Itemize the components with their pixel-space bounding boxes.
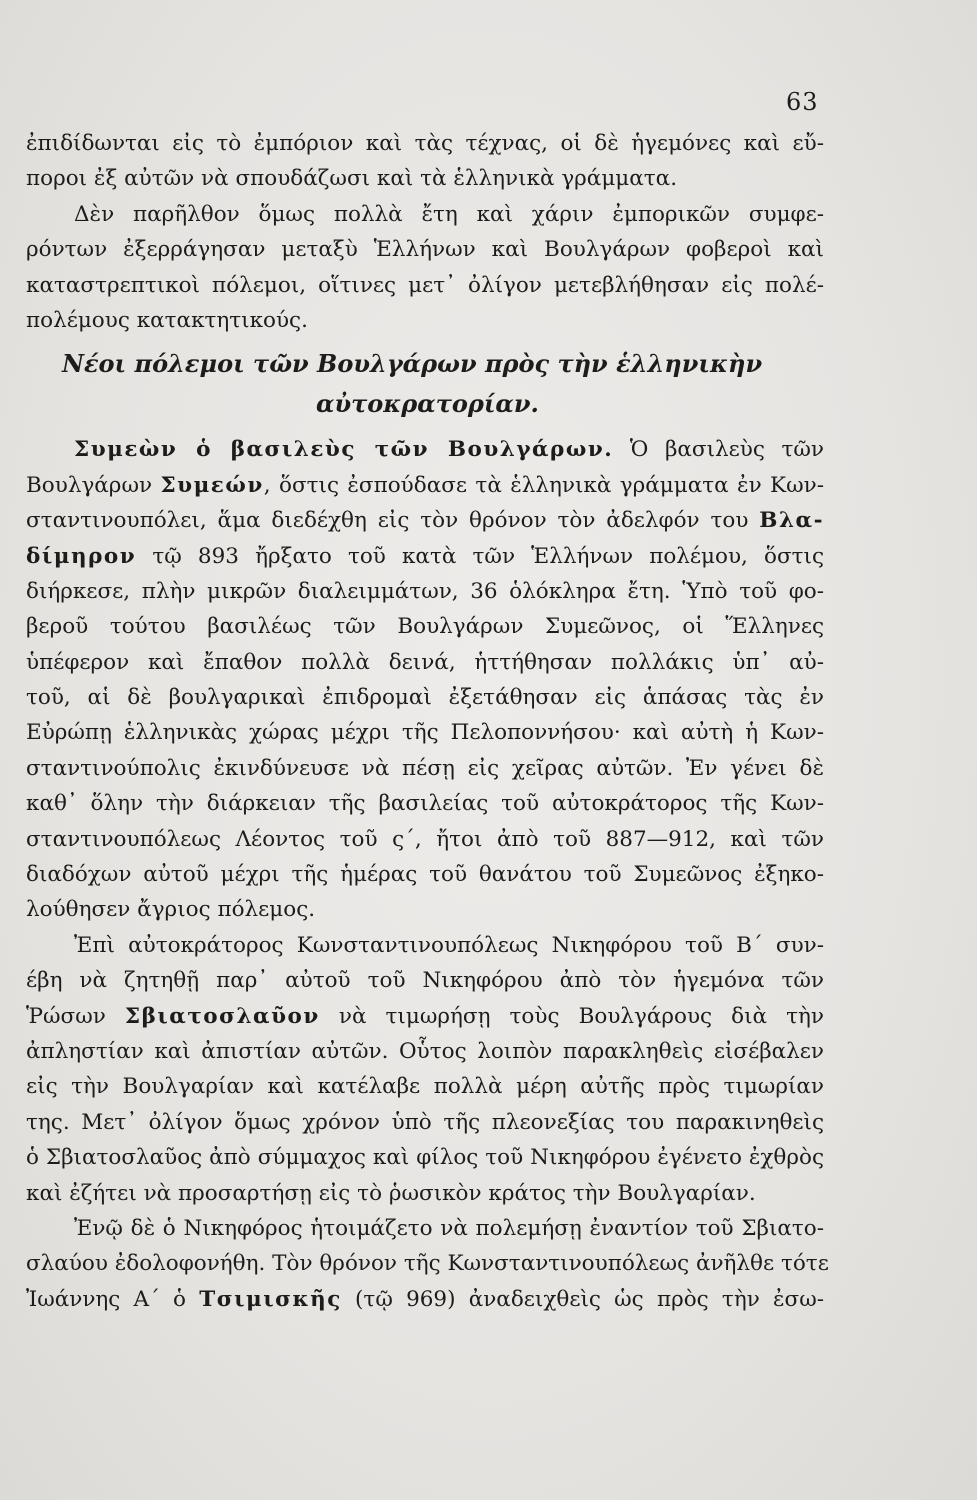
text-line	[26, 751, 824, 786]
text-span: βεροῦ τούτου βασιλέως τῶν Βουλγάρων Συμεῶνος, οἱ Ἕλληνες	[26, 614, 824, 640]
section-heading-continued: αὐτοκρατορίαν.	[316, 389, 539, 419]
text-span: σταντινουπόλεως Λέοντος τοῦ ς΄, ἤτοι ἀπὸ τοῦ 887—912, καὶ τῶν	[26, 826, 824, 852]
text-line	[26, 822, 824, 857]
text-span: ἀπληστίαν καὶ ἀπιστίαν αὐτῶν. Οὗτος λοιπὸν παρακληθεὶς εἰσέβαλεν	[26, 1038, 824, 1064]
text-span: ποροι ἐξ αὐτῶν νὰ σπουδάζωσι καὶ τὰ ἑλληνικὰ γράμματα.	[26, 166, 678, 192]
emphasized-name: Βλα-	[759, 508, 824, 534]
text-span: (τῷ 969) ἀναδειχθεὶς ὡς πρὸς τὴν ἐσω-	[341, 1286, 825, 1312]
text-span: Ἐνῷ δὲ ὁ Νικηφόρος ἡτοιμάζετο νὰ πολεμήσῃ ἐναντίον τοῦ Σβιατο-	[74, 1215, 824, 1241]
text-line	[26, 786, 824, 821]
text-span: λούθησεν ἄγριος πόλεμος.	[26, 897, 316, 923]
text-line	[26, 232, 824, 267]
text-span: νὰ τιμωρήσῃ τοὺς Βουλγάρους διὰ τὴν	[319, 1003, 824, 1029]
text-line	[26, 303, 824, 338]
text-span: ὑπέφερον καὶ ἔπαθον πολλὰ δεινά, ἡττήθησαν πολλάκις ὑπ᾽ αὐ-	[26, 649, 824, 675]
text-line	[26, 574, 824, 609]
emphasized-name: Τσιμισκῆς	[199, 1286, 342, 1312]
text-line	[26, 928, 824, 963]
text-line	[26, 999, 824, 1034]
text-span: Ῥώσων	[26, 1003, 125, 1029]
text-span: σλαύου ἐδολοφονήθη. Τὸν θρόνον τῆς Κωνσταντινουπόλεως ἀνῆλθε τότε	[26, 1251, 829, 1277]
text-span: έβη νὰ ζητηθῇ παρ᾽ αὐτοῦ τοῦ Νικηφόρου ἀπὸ τὸν ἡγεμόνα τῶν	[26, 968, 824, 994]
emphasized-name: Σβιατοσλαῦον	[124, 1003, 320, 1029]
text-span: ἐπιδίδωνται εἰς τὸ ἐμπόριον καὶ τὰς τέχνας, οἱ δὲ ἡγεμόνες καὶ εὔ-	[26, 131, 824, 156]
text-span: , ὅστις ἐσπούδασε τὰ ἑλληνικὰ γράμματα ἐν Κων-	[263, 472, 824, 498]
text-line	[26, 892, 824, 927]
emphasized-name: δίμηρον	[26, 543, 137, 569]
body-text	[26, 126, 829, 1317]
text-span: εἰς τὴν Βουλγαρίαν καὶ κατέλαβε πολλὰ μέρη αὐτῆς πρὸς τιμωρίαν	[26, 1074, 824, 1100]
text-line	[26, 1176, 824, 1211]
text-span: Βουλγάρων	[26, 472, 161, 498]
text-line	[26, 1140, 824, 1175]
text-span: σταντινουπόλει, ἅμα διεδέχθη εἰς τὸν θρόνον τὸν ἀδελφόν του	[26, 508, 760, 534]
text-line	[26, 539, 824, 574]
text-line	[26, 609, 824, 644]
text-span: τοῦ, αἱ δὲ βουλγαρικαὶ ἐπιδρομαὶ ἐξετάθησαν εἰς ἁπάσας τὰς ἐν	[26, 685, 824, 711]
text-line	[26, 503, 824, 538]
text-span: σταντινούπολις ἐκινδύνευσε νὰ πέσῃ εἰς χεῖρας αὐτῶν. Ἐν γένει δὲ	[26, 755, 824, 781]
text-span: τῷ 893 ἤρξατο τοῦ κατὰ τῶν Ἑλλήνων πολέμου, ὅστις	[136, 543, 824, 569]
text-line	[26, 268, 824, 303]
emphasized-name: Συμεών	[160, 472, 264, 498]
text-span: ρόντων ἐξερράγησαν μεταξὺ Ἑλλήνων καὶ Βουλγάρων φοβεροὶ καὶ	[26, 237, 824, 263]
text-line	[26, 1034, 824, 1069]
emphasized-name: Συμεὼν ὁ βασιλεὺς τῶν Βουλγάρων.	[74, 437, 614, 463]
text-line	[26, 468, 824, 503]
text-line	[26, 126, 824, 161]
section-heading: Νέοι πόλεμοι τῶν Βουλγάρων πρὸς τὴν ἑλληνικὴν	[62, 349, 763, 379]
text-line	[26, 680, 824, 715]
text-span: καθ᾽ ὅλην τὴν διάρκειαν τῆς βασιλείας τοῦ αὐτοκράτορος τῆς Κων-	[26, 791, 824, 817]
text-line	[26, 645, 824, 680]
text-line	[26, 1105, 824, 1140]
text-line	[26, 1069, 824, 1104]
text-line	[26, 197, 824, 232]
text-line	[26, 715, 824, 750]
text-line	[26, 1211, 824, 1246]
text-line	[26, 432, 824, 467]
text-span: Ἐπὶ αὐτοκράτορος Κωνσταντινουπόλεως Νικηφόρου τοῦ Β΄ συν-	[74, 932, 824, 958]
text-span: Ὁ βασιλεὺς τῶν	[613, 437, 824, 463]
page-number: 63	[786, 88, 819, 116]
text-span: καὶ ἐζήτει νὰ προσαρτήσῃ εἰς τὸ ῥωσικὸν κράτος τὴν Βουλγαρίαν.	[26, 1180, 756, 1206]
text-span: ὁ Σβιατοσλαῦος ἀπὸ σύμμαχος καὶ φίλος τοῦ Νικηφόρου ἐγένετο ἐχθρὸς	[26, 1145, 824, 1171]
text-span: Δὲν παρῆλθον ὅμως πολλὰ ἔτη καὶ χάριν ἐμπορικῶν συμφε-	[74, 201, 824, 227]
text-span: διαδόχων αὐτοῦ μέχρι τῆς ἡμέρας τοῦ θανάτου τοῦ Συμεῶνος ἐξηκο-	[26, 862, 824, 888]
text-span: διήρκεσε, πλὴν μικρῶν διαλειμμάτων, 36 ὁλόκληρα ἔτη. Ὑπὸ τοῦ φο-	[26, 578, 824, 604]
text-span: Ἰωάννης Α΄ ὁ	[26, 1286, 200, 1312]
text-span: πολέμους κατακτητικούς.	[26, 307, 308, 333]
text-line	[26, 1282, 824, 1317]
text-span: καταστρεπτικοὶ πόλεμοι, οἵτινες μετ᾽ ὀλίγον μετεβλήθησαν εἰς πολέ-	[26, 272, 824, 298]
text-span: Εὐρώπῃ ἑλληνικὰς χώρας μέχρι τῆς Πελοποννήσου· καὶ αὐτὴ ἡ Κων-	[26, 720, 824, 746]
text-span: της. Μετ᾽ ὀλίγον ὅμως χρόνον ὑπὸ τῆς πλεονεξίας του παρακινηθεὶς	[26, 1109, 824, 1135]
text-line	[26, 963, 824, 998]
text-line	[26, 1246, 829, 1281]
text-line	[26, 161, 824, 196]
text-line	[26, 857, 824, 892]
